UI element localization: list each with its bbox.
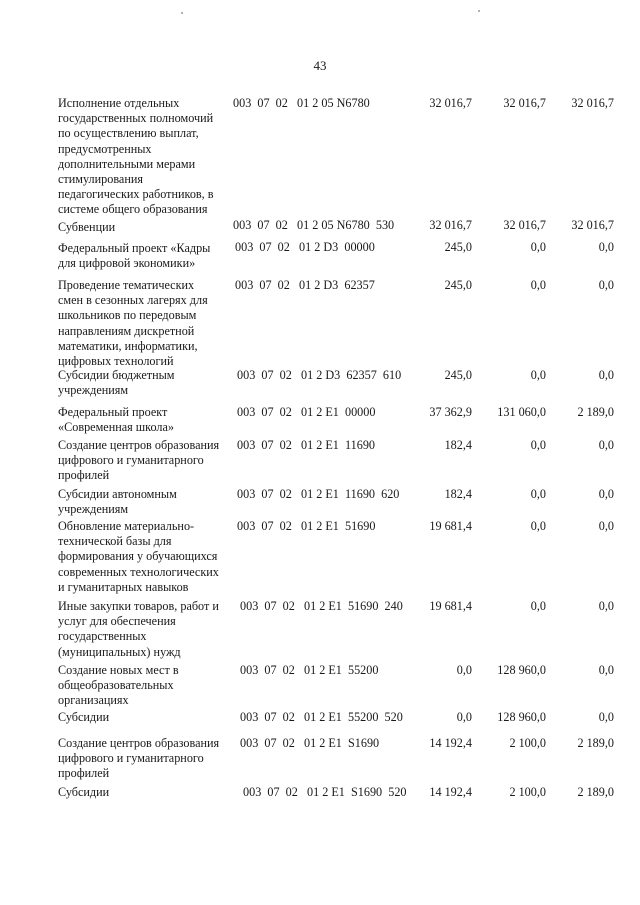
- row-code: 003 07 02 01 2 E1 S1690: [240, 736, 380, 750]
- row-amount-year-1: 0,0: [456, 710, 472, 724]
- row-code: 003 07 02 01 2 E1 00000: [237, 405, 376, 419]
- row-amount-year-3: 0,0: [598, 487, 614, 501]
- row-description: Субсидии бюджетным учреждениям: [58, 368, 175, 398]
- row-amount-year-1: 32 016,7: [429, 96, 472, 110]
- row-description: Федеральный проект «Современная школа»: [58, 405, 175, 435]
- row-code: 003 07 02 01 2 05 N6780 530: [233, 218, 395, 232]
- row-amount-year-1: 19 681,4: [429, 519, 472, 533]
- row-amount-year-2: 131 060,0: [497, 405, 546, 419]
- scan-artifact: [181, 12, 183, 14]
- row-amount-year-3: 0,0: [598, 663, 614, 677]
- row-amount-year-2: 0,0: [530, 599, 546, 613]
- row-amount-year-1: 14 192,4: [429, 785, 472, 799]
- row-amount-year-3: 32 016,7: [571, 96, 614, 110]
- row-amount-year-1: 245,0: [444, 278, 472, 292]
- row-amount-year-2: 128 960,0: [497, 663, 546, 677]
- row-amount-year-2: 0,0: [530, 487, 546, 501]
- row-code: 003 07 02 01 2 E1 55200 520: [240, 710, 403, 724]
- row-amount-year-2: 32 016,7: [503, 218, 546, 232]
- row-code: 003 07 02 01 2 E1 51690 240: [240, 599, 403, 613]
- row-description: Субвенции: [58, 220, 116, 234]
- row-amount-year-3: 0,0: [598, 278, 614, 292]
- row-code: 003 07 02 01 2 D3 00000: [235, 240, 375, 254]
- row-amount-year-2: 0,0: [530, 519, 546, 533]
- row-amount-year-3: 0,0: [598, 368, 614, 382]
- row-description: Проведение тематических смен в сезонных лагерях для школьников по передовым направлениям дискретной математики, информатики, цифровых технологий: [58, 278, 208, 369]
- row-amount-year-3: 0,0: [598, 438, 614, 452]
- row-amount-year-1: 37 362,9: [429, 405, 472, 419]
- page-number: 43: [313, 58, 327, 73]
- row-code: 003 07 02 01 2 D3 62357 610: [237, 368, 402, 382]
- row-description: Создание центров образования цифрового и гуманитарного профилей: [58, 736, 220, 781]
- row-amount-year-3: 2 189,0: [577, 736, 614, 750]
- row-amount-year-3: 0,0: [598, 710, 614, 724]
- row-amount-year-3: 2 189,0: [577, 785, 614, 799]
- row-amount-year-3: 0,0: [598, 519, 614, 533]
- row-amount-year-1: 245,0: [444, 240, 472, 254]
- row-amount-year-1: 14 192,4: [429, 736, 472, 750]
- row-description: Иные закупки товаров, работ и услуг для обеспечения государственных (муниципальных) нужд: [58, 599, 219, 659]
- row-amount-year-3: 0,0: [598, 599, 614, 613]
- row-amount-year-1: 245,0: [444, 368, 472, 382]
- row-code: 003 07 02 01 2 E1 S1690 520: [243, 785, 407, 799]
- row-amount-year-2: 0,0: [530, 278, 546, 292]
- row-amount-year-1: 182,4: [444, 438, 472, 452]
- row-description: Федеральный проект «Кадры для цифровой экономики»: [58, 241, 211, 271]
- row-amount-year-1: 32 016,7: [429, 218, 472, 232]
- row-amount-year-3: 2 189,0: [577, 405, 614, 419]
- row-code: 003 07 02 01 2 05 N6780: [233, 96, 370, 110]
- row-code: 003 07 02 01 2 D3 62357: [235, 278, 375, 292]
- scan-artifact: [478, 10, 480, 12]
- row-description: Создание центров образования цифрового и гуманитарного профилей: [58, 438, 220, 483]
- row-code: 003 07 02 01 2 E1 11690: [237, 438, 376, 452]
- row-amount-year-2: 0,0: [530, 368, 546, 382]
- row-code: 003 07 02 01 2 E1 55200: [240, 663, 379, 677]
- row-amount-year-1: 0,0: [456, 663, 472, 677]
- row-description: Исполнение отдельных государственных полномочий по осуществлению выплат, предусмотренных дополнительными мерами стимулирования педагогических работников, в системе общего образования: [58, 96, 214, 217]
- row-amount-year-2: 2 100,0: [509, 785, 546, 799]
- row-description: Субсидии автономным учреждениям: [58, 487, 177, 517]
- row-description: Субсидии: [58, 785, 110, 799]
- row-amount-year-3: 32 016,7: [571, 218, 614, 232]
- row-description: Обновление материально- технической базы для формирования у обучающихся современных технологических и гуманитарных навыков: [58, 519, 219, 594]
- row-amount-year-2: 0,0: [530, 240, 546, 254]
- row-amount-year-2: 0,0: [530, 438, 546, 452]
- row-amount-year-2: 128 960,0: [497, 710, 546, 724]
- row-amount-year-2: 32 016,7: [503, 96, 546, 110]
- row-amount-year-1: 19 681,4: [429, 599, 472, 613]
- row-description: Субсидии: [58, 710, 110, 724]
- row-description: Создание новых мест в общеобразовательных организациях: [58, 663, 179, 708]
- row-amount-year-3: 0,0: [598, 240, 614, 254]
- row-code: 003 07 02 01 2 E1 11690 620: [237, 487, 400, 501]
- row-amount-year-2: 2 100,0: [509, 736, 546, 750]
- row-code: 003 07 02 01 2 E1 51690: [237, 519, 376, 533]
- row-amount-year-1: 182,4: [444, 487, 472, 501]
